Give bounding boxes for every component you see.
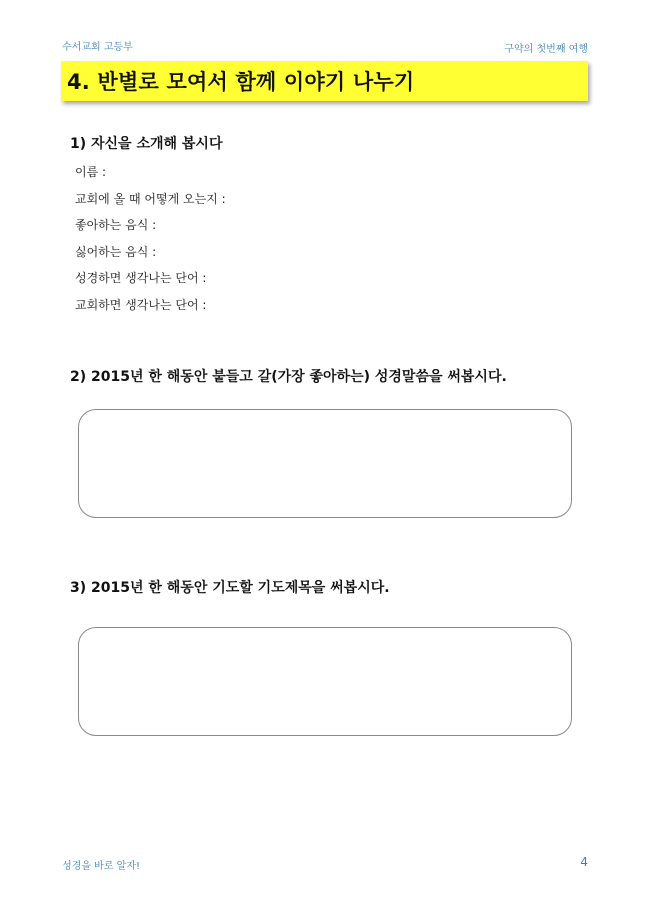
bible-verse-answer-box[interactable]: [78, 409, 572, 518]
field-favorite-food-label: 좋아하는 음식 :: [75, 218, 157, 232]
field-commute-label: 교회에 올 때 어떻게 오는지 :: [75, 191, 226, 206]
introduction-field-list: [75, 163, 226, 322]
section-1-heading: 1) 자신을 소개해 봅시다: [70, 136, 223, 152]
header-series-title: 구약의 첫번째 여행: [504, 44, 588, 55]
field-name-label: 이름 :: [75, 165, 107, 179]
footer-slogan: 성경을 바로 알자!: [62, 861, 140, 872]
page-title-banner: [61, 61, 588, 101]
field-disliked-food-label: 싫어하는 음식 :: [75, 244, 157, 259]
page-number: 4: [580, 855, 588, 869]
field-bible-word-label: 성경하면 생각나는 단어 :: [75, 271, 207, 285]
section-3-heading: 3) 2015년 한 해동안 기도할 기도제목을 써봅시다.: [70, 580, 390, 596]
section-2-heading: 2) 2015년 한 해동안 붙들고 갈(가장 좋아하는) 성경말씀을 써봅시다.: [70, 369, 507, 385]
field-church-word-label: 교회하면 생각나는 단어 :: [75, 297, 207, 312]
prayer-topic-answer-box[interactable]: [78, 627, 572, 736]
page-title: 4. 반별로 모여서 함께 이야기 나누기: [67, 70, 415, 94]
header-organization: 수서교회 고등부: [62, 42, 133, 53]
